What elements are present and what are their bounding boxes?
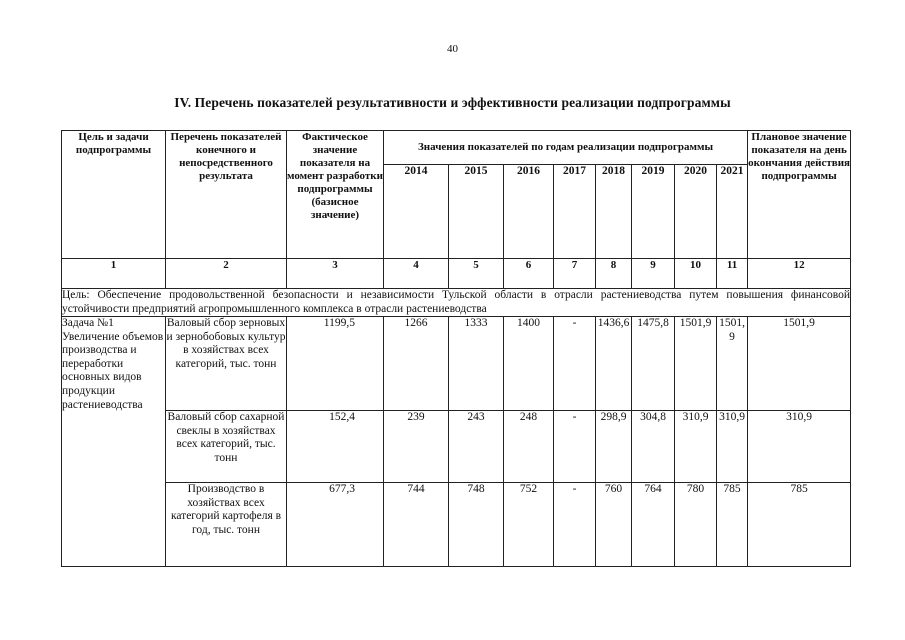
indicators-table xyxy=(61,130,851,567)
planned-value: 1501,9 xyxy=(748,317,851,411)
indicator-name: Производство в хозяйствах всех категорий картофеля в год, тыс. тонн xyxy=(166,483,287,567)
planned-value: 310,9 xyxy=(748,411,851,483)
year-2019: 2019 xyxy=(632,165,675,259)
column-number: 6 xyxy=(504,259,554,289)
column-number: 4 xyxy=(384,259,449,289)
value-2018: 1436,6 xyxy=(596,317,632,411)
value-2017: - xyxy=(554,317,596,411)
column-number: 2 xyxy=(166,259,287,289)
column-number: 10 xyxy=(675,259,717,289)
value-2019: 764 xyxy=(632,483,675,567)
year-2020: 2020 xyxy=(675,165,717,259)
page-number: 40 xyxy=(447,43,458,55)
base-value: 152,4 xyxy=(287,411,384,483)
value-2016: 1400 xyxy=(504,317,554,411)
indicator-name: Валовый сбор зерновых и зернобобовых культур в хозяйствах всех категорий, тыс. тонн xyxy=(166,317,287,411)
column-number: 3 xyxy=(287,259,384,289)
column-number: 8 xyxy=(596,259,632,289)
column-number: 12 xyxy=(748,259,851,289)
value-2021: 310,9 xyxy=(717,411,748,483)
header-by-years: Значения показателей по годам реализации подпрограммы xyxy=(384,131,748,165)
header-goal-tasks: Цель и задачи подпрограммы xyxy=(62,131,166,259)
value-2017: - xyxy=(554,483,596,567)
table-row xyxy=(62,411,851,483)
value-2016: 248 xyxy=(504,411,554,483)
base-value: 677,3 xyxy=(287,483,384,567)
column-number: 7 xyxy=(554,259,596,289)
value-2014: 744 xyxy=(384,483,449,567)
column-number: 5 xyxy=(449,259,504,289)
value-2021: 785 xyxy=(717,483,748,567)
value-2015: 243 xyxy=(449,411,504,483)
value-2014: 1266 xyxy=(384,317,449,411)
base-value: 1199,5 xyxy=(287,317,384,411)
value-2019: 304,8 xyxy=(632,411,675,483)
header-row xyxy=(62,131,851,165)
header-planned-value: Плановое значение показателя на день окончания действия подпрограммы xyxy=(748,131,851,259)
planned-value: 785 xyxy=(748,483,851,567)
header-actual-value: Фактическое значение показателя на момент разработки подпрограммы (базисное значение) xyxy=(287,131,384,259)
value-2018: 298,9 xyxy=(596,411,632,483)
goal-text: Цель: Обеспечение продовольственной безопасности и независимости Тульской области в отрасли растениеводства путем повышения финансовой устойчивости предприятий агропромышленного комплекса в отрасли растениеводства xyxy=(62,289,851,317)
value-2020: 1501,9 xyxy=(675,317,717,411)
value-2020: 780 xyxy=(675,483,717,567)
value-2021: 1501,9 xyxy=(717,317,748,411)
year-2021: 2021 xyxy=(717,165,748,259)
year-2017: 2017 xyxy=(554,165,596,259)
column-number: 11 xyxy=(717,259,748,289)
value-2019: 1475,8 xyxy=(632,317,675,411)
year-2014: 2014 xyxy=(384,165,449,259)
value-2015: 1333 xyxy=(449,317,504,411)
column-number: 1 xyxy=(62,259,166,289)
table-row xyxy=(62,483,851,567)
indicator-name: Валовый сбор сахарной свеклы в хозяйствах всех категорий, тыс. тонн xyxy=(166,411,287,483)
year-2018: 2018 xyxy=(596,165,632,259)
column-numbers-row xyxy=(62,259,851,289)
value-2016: 752 xyxy=(504,483,554,567)
task-text: Задача №1 Увеличение объемов производства и переработки основных видов продукции растениеводства xyxy=(62,317,166,567)
goal-row xyxy=(62,289,851,317)
section-title: IV. Перечень показателей результативности и эффективности реализации подпрограммы xyxy=(174,95,731,110)
column-number: 9 xyxy=(632,259,675,289)
value-2014: 239 xyxy=(384,411,449,483)
value-2015: 748 xyxy=(449,483,504,567)
header-indicators: Перечень показателей конечного и непосредственного результата xyxy=(166,131,287,259)
year-2015: 2015 xyxy=(449,165,504,259)
value-2017: - xyxy=(554,411,596,483)
table-row xyxy=(62,317,851,411)
year-2016: 2016 xyxy=(504,165,554,259)
value-2018: 760 xyxy=(596,483,632,567)
value-2020: 310,9 xyxy=(675,411,717,483)
